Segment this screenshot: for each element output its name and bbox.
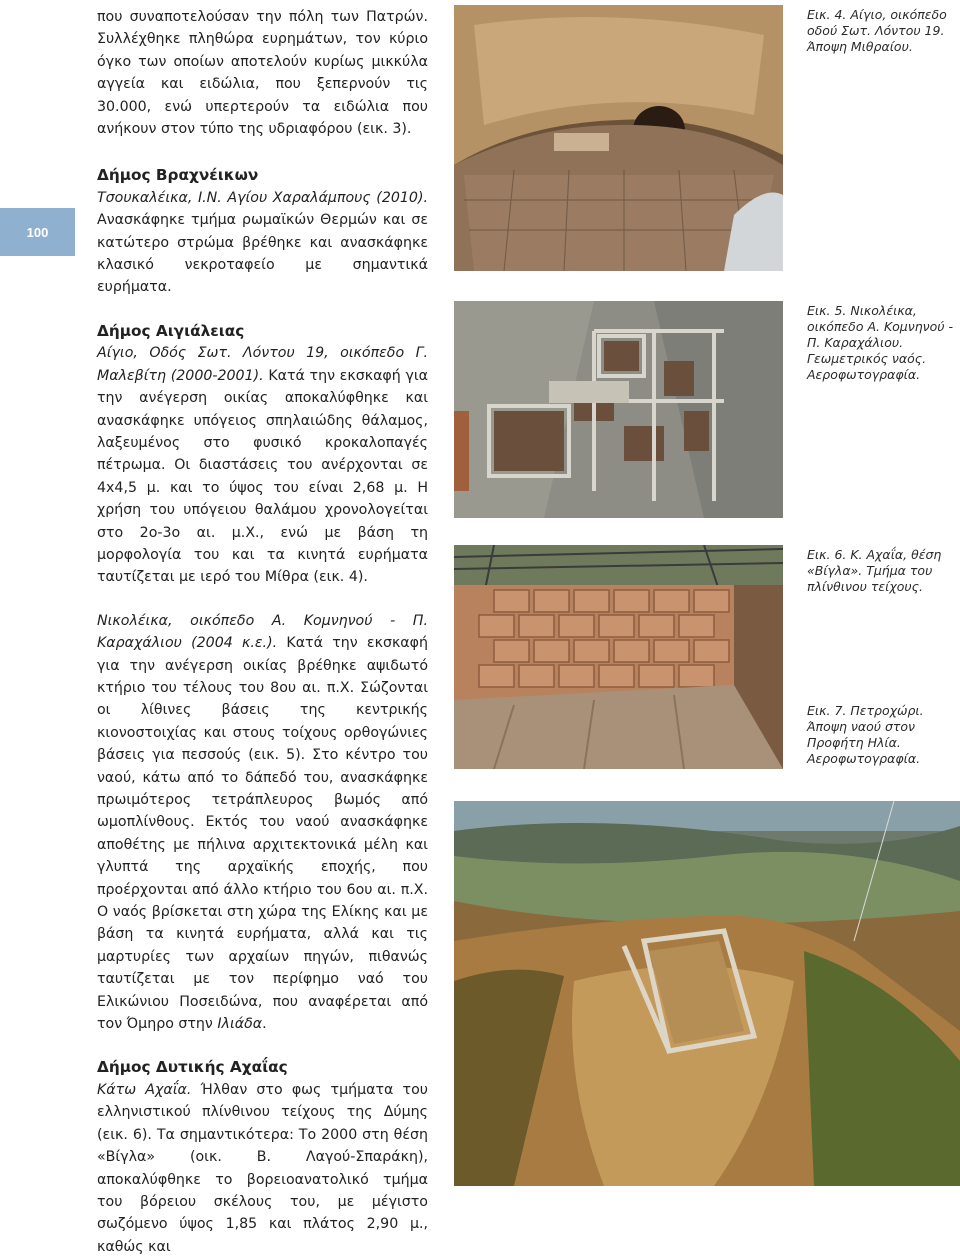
caption-fig5: Εικ. 5. Νικολέικα, οικόπεδο Α. Κομνηνού - Π. Καραχάλιου. Γεωμετρικός ναός. Αεροφωτογραφία. (807, 303, 953, 382)
section-heading-vrachneika: Δήμος Βραχνέικων (97, 166, 259, 185)
section-heading-dytiki-achaia: Δήμος Δυτικής Αχαΐας (97, 1058, 288, 1077)
place-nikoleika: Νικολέικα, οικόπεδο Α. Κομνηνού - Π. Καραχάλιου (2004 κ.ε.). (97, 612, 428, 652)
photo-mithraeum (454, 5, 783, 271)
main-text-column (97, 6, 428, 1258)
paragraph-tsoukaleika: Τσουκαλέικα, Ι.Ν. Αγίου Χαραλάμπους (2010). Ανασκάφηκε τμήμα ρωμαϊκών Θερμών και σε κατώτερο στρώμα βρέθηκε και ανασκάφηκε κλασικό νεκροταφείο με σημαντικά ευρήματα. (97, 189, 428, 296)
intro-paragraph: που συναποτελούσαν την πόλη των Πατρών. Συλλέχθηκε πληθώρα ευρημάτων, τον κύριο όγκο των οποίων αποτελούν κυρίως μικκύλα αγγεία και ειδώλια, που ξεπερνούν τις 30.000, ενώ υπερτερούν τα ειδώλια που ανήκουν στον τύπο της υδριαφόρου (εικ. 3). (97, 9, 428, 138)
page-number-tab (0, 208, 75, 256)
caption-fig7: Εικ. 7. Πετροχώρι. Άποψη ναού στον Προφήτη Ηλία. Αεροφωτογραφία. (807, 703, 924, 766)
place-aigio: Αίγιο, Οδός Σωτ. Λόντου 19, οικόπεδο Γ. Μαλεβίτη (2000-2001). (97, 345, 428, 384)
section-heading-aigialeia: Δήμος Αιγιάλειας (97, 321, 245, 340)
photo-mudbrick-wall (454, 545, 783, 769)
caption-fig6: Εικ. 6. Κ. Αχαΐα, θέση «Βίγλα». Τμήμα του πλίνθινου τείχους. (807, 547, 942, 594)
caption-fig4: Εικ. 4. Αίγιο, οικόπεδο οδού Σωτ. Λόντου 19. Άποψη Μιθραίου. (807, 7, 947, 54)
photo-prophet-elias-temple (454, 801, 960, 1186)
paragraph-nikoleika: Νικολέικα, οικόπεδο Α. Κομνηνού - Π. Καραχάλιου (2004 κ.ε.). Κατά την εκσκαφή για την ανέγερση οικίας βρέθηκε αψιδωτό κτήριο του τέλους του 8ου αι. π.Χ. Σώζονται οι λίθινες βάσεις της κεντρικής κιονοστοιχίας και στους τοίχους ορθογώνιες βάσεις για πεσσούς (εικ. 5). Στο κέντρο του ναού, κάτω από το δάπεδό του, ανασκάφηκε πρωιμότερος τετράπλευρος βωμός από ωμοπλίνθους. Εκτός του ναού ανασκάφηκε αποθέτης με πήλινα αρχιτεκτονικά μέλη και γλυπτά της αρχαϊκής εποχής, που προέρχονται από άλλο κτήριο του 6ου αι. π.Χ. Ο ναός βρίσκεται στη χώρα της Ελίκης και με βάση τα κινητά ευρήματα, αλλά και τις μαρτυρίες των αρχαίων πηγών, πιθανώς ταυτίζεται με τον περίφημο ναό του Ελικώνιου Ποσειδώνα, που αναφέρεται από τον Όμηρο στην Ιλιάδα. (97, 612, 429, 1033)
paragraph-kato-achaia: Κάτω Αχαΐα. Ήλθαν στο φως τμήματα του ελληνιστικού πλίνθινου τείχους της Δύμης (εικ. 6). Τα σημαντικότερα: Το 2000 στη θέση «Βίγλα» (οικ. Β. Λαγού-Σπαράκη), αποκαλύφθηκε το βορειοανατολικό τμήμα του βόρειου σκέλους του, με μέγιστο σωζόμενο ύψος 1,85 και πλάτος 2,90 μ., καθώς και (97, 1081, 428, 1255)
place-tsoukaleika: Τσουκαλέικα, Ι.Ν. Αγίου Χαραλάμπους (2010). (97, 189, 428, 206)
paragraph-aigio: Αίγιο, Οδός Σωτ. Λόντου 19, οικόπεδο Γ. Μαλεβίτη (2000-2001). Κατά την εκσκαφή για την ανέγερση οικίας αποκαλύφθηκε και ανασκάφηκε υπόγειος σπηλαιώδης θάλαμος, λαξευμένος στο φυσικό κροκαλοπαγές πέτρωμα. Οι διαστάσεις του ανέρχονται σε 4x4,5 μ. και το ύψος του είναι 2,68 μ. Η χρήση του υπόγειου θαλάμου χρονολογείται στο 2ο-3ο αι. μ.Χ., ενώ με βάση τη μορφολογία του και τα κινητά ευρήματα ταυτίζεται με ιερό του Μίθρα (εικ. 4). (97, 345, 428, 586)
place-kato-achaia: Κάτω Αχαΐα. (97, 1081, 192, 1098)
page-number: 100 (26, 224, 49, 240)
photo-geometric-temple (454, 301, 783, 518)
